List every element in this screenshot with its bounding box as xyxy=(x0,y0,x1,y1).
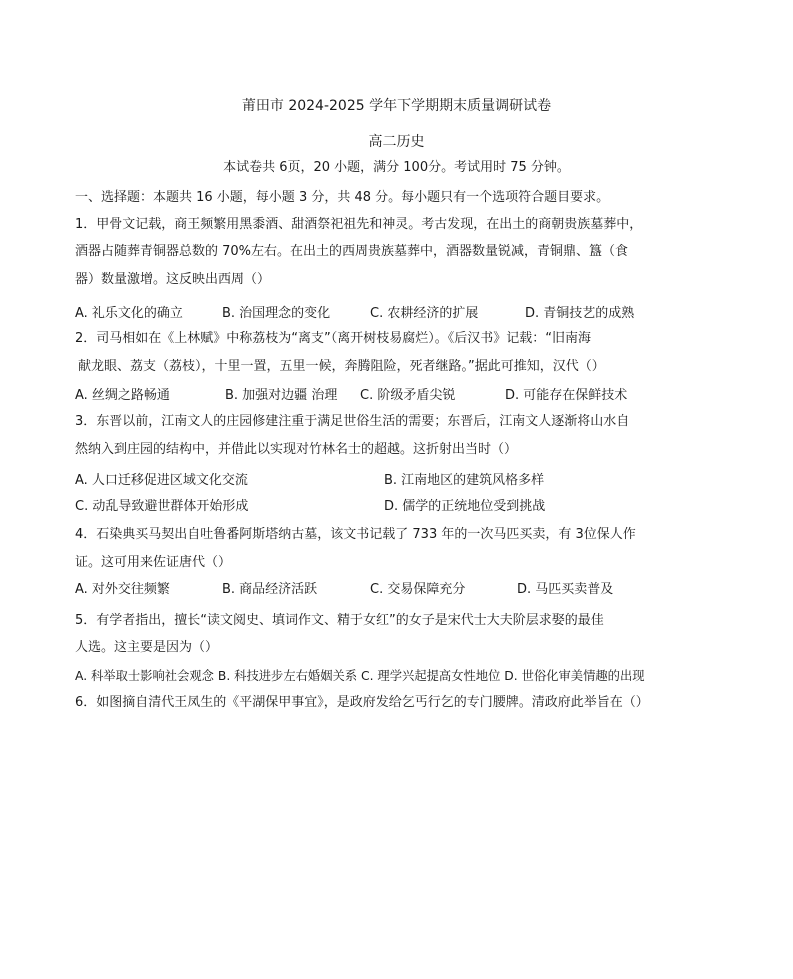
option-a: A. 人口迁移促进区域文化交流 xyxy=(75,473,248,488)
exam-subject: 高二历史 xyxy=(368,134,425,150)
option-d: D. 青铜技艺的成熟 xyxy=(525,306,635,321)
option-c: C. 交易保障充分 xyxy=(370,582,466,597)
question-text-line: 献龙眼、荔支（荔枝），十里一置，五里一候，奔腾阻险，死者继路。”据此可推知，汉代（） xyxy=(78,359,605,374)
section-heading: 一、选择题：本题共 16 小题，每小题 3 分，共 48 分。每小题只有一个选项符合题目要求。 xyxy=(75,190,610,205)
question-text-line: 2．司马相如在《上林赋》中称荔枝为“离支”（离开树枝易腐烂）。《后汉书》记载：“旧南海 xyxy=(75,331,591,346)
option-c: C. 农耕经济的扩展 xyxy=(370,306,479,321)
exam-title: 莆田市 2024-2025 学年下学期期末质量调研试卷 xyxy=(241,98,552,114)
option-a: A. 对外交往频繁 xyxy=(75,582,170,597)
question-text-line: 人选。这主要是因为（） xyxy=(75,640,219,655)
question-text-line: 器）数量激增。这反映出西周（） xyxy=(75,272,271,287)
option-d: D. 儒学的正统地位受到挑战 xyxy=(384,499,546,514)
option-a: A. 礼乐文化的确立 xyxy=(75,306,183,321)
question-text-line: 酒器占随葬青铜器总数的 70%左右。在出土的西周贵族墓葬中，酒器数量锐减，青铜鼎、簋（食 xyxy=(75,244,629,259)
option-d: D. 可能存在保鲜技术 xyxy=(505,388,628,403)
option-b: B. 江南地区的建筑风格多样 xyxy=(384,473,545,488)
question-text-line: 3．东晋以前，江南文人的庄园修建注重于满足世俗生活的需要；东晋后，江南文人逐渐将山水自 xyxy=(75,414,630,429)
question-text-line: 证。这可用来佐证唐代（） xyxy=(75,555,232,570)
option-b: B. 加强对边疆 治理 xyxy=(225,388,338,403)
option-c: C. 阶级矛盾尖锐 xyxy=(360,388,456,403)
question-text-line: 5．有学者指出，擅长“读文阅史、填词作文、精于女红”的女子是宋代士大夫阶层求娶的最佳 xyxy=(75,613,604,628)
question-text-line: 1．甲骨文记载，商王频繁用黑黍酒、甜酒祭祀祖先和神灵。考古发现，在出土的商朝贵族墓葬中， xyxy=(75,217,643,232)
option-d: D. 马匹买卖普及 xyxy=(517,582,614,597)
option-a: A. 丝绸之路畅通 xyxy=(75,388,170,403)
options-line: A. 科举取士影响社会观念 B. 科技进步左右婚姻关系 C. 理学兴起提高女性地位 D. 世俗化审美情趣的出现 xyxy=(75,669,645,683)
option-c: C. 动乱导致避世群体开始形成 xyxy=(75,499,249,514)
exam-info: 本试卷共 6页，20 小题，满分 100分。考试用时 75 分钟。 xyxy=(223,160,570,175)
option-b: B. 治国理念的变化 xyxy=(222,306,331,321)
question-text-line: 6．如图摘自清代王凤生的《平湖保甲事宜》，是政府发给乞丐行乞的专门腰牌。清政府此举旨在（） xyxy=(75,695,649,710)
option-b: B. 商品经济活跃 xyxy=(222,582,318,597)
question-text-line: 4．石染典买马契出自吐鲁番阿斯塔纳古墓，该文书记载了 733 年的一次马匹买卖，有 3位保人作 xyxy=(75,527,636,542)
question-text-line: 然纳入到庄园的结构中，并借此以实现对竹林名士的超越。这折射出当时（） xyxy=(75,442,518,457)
